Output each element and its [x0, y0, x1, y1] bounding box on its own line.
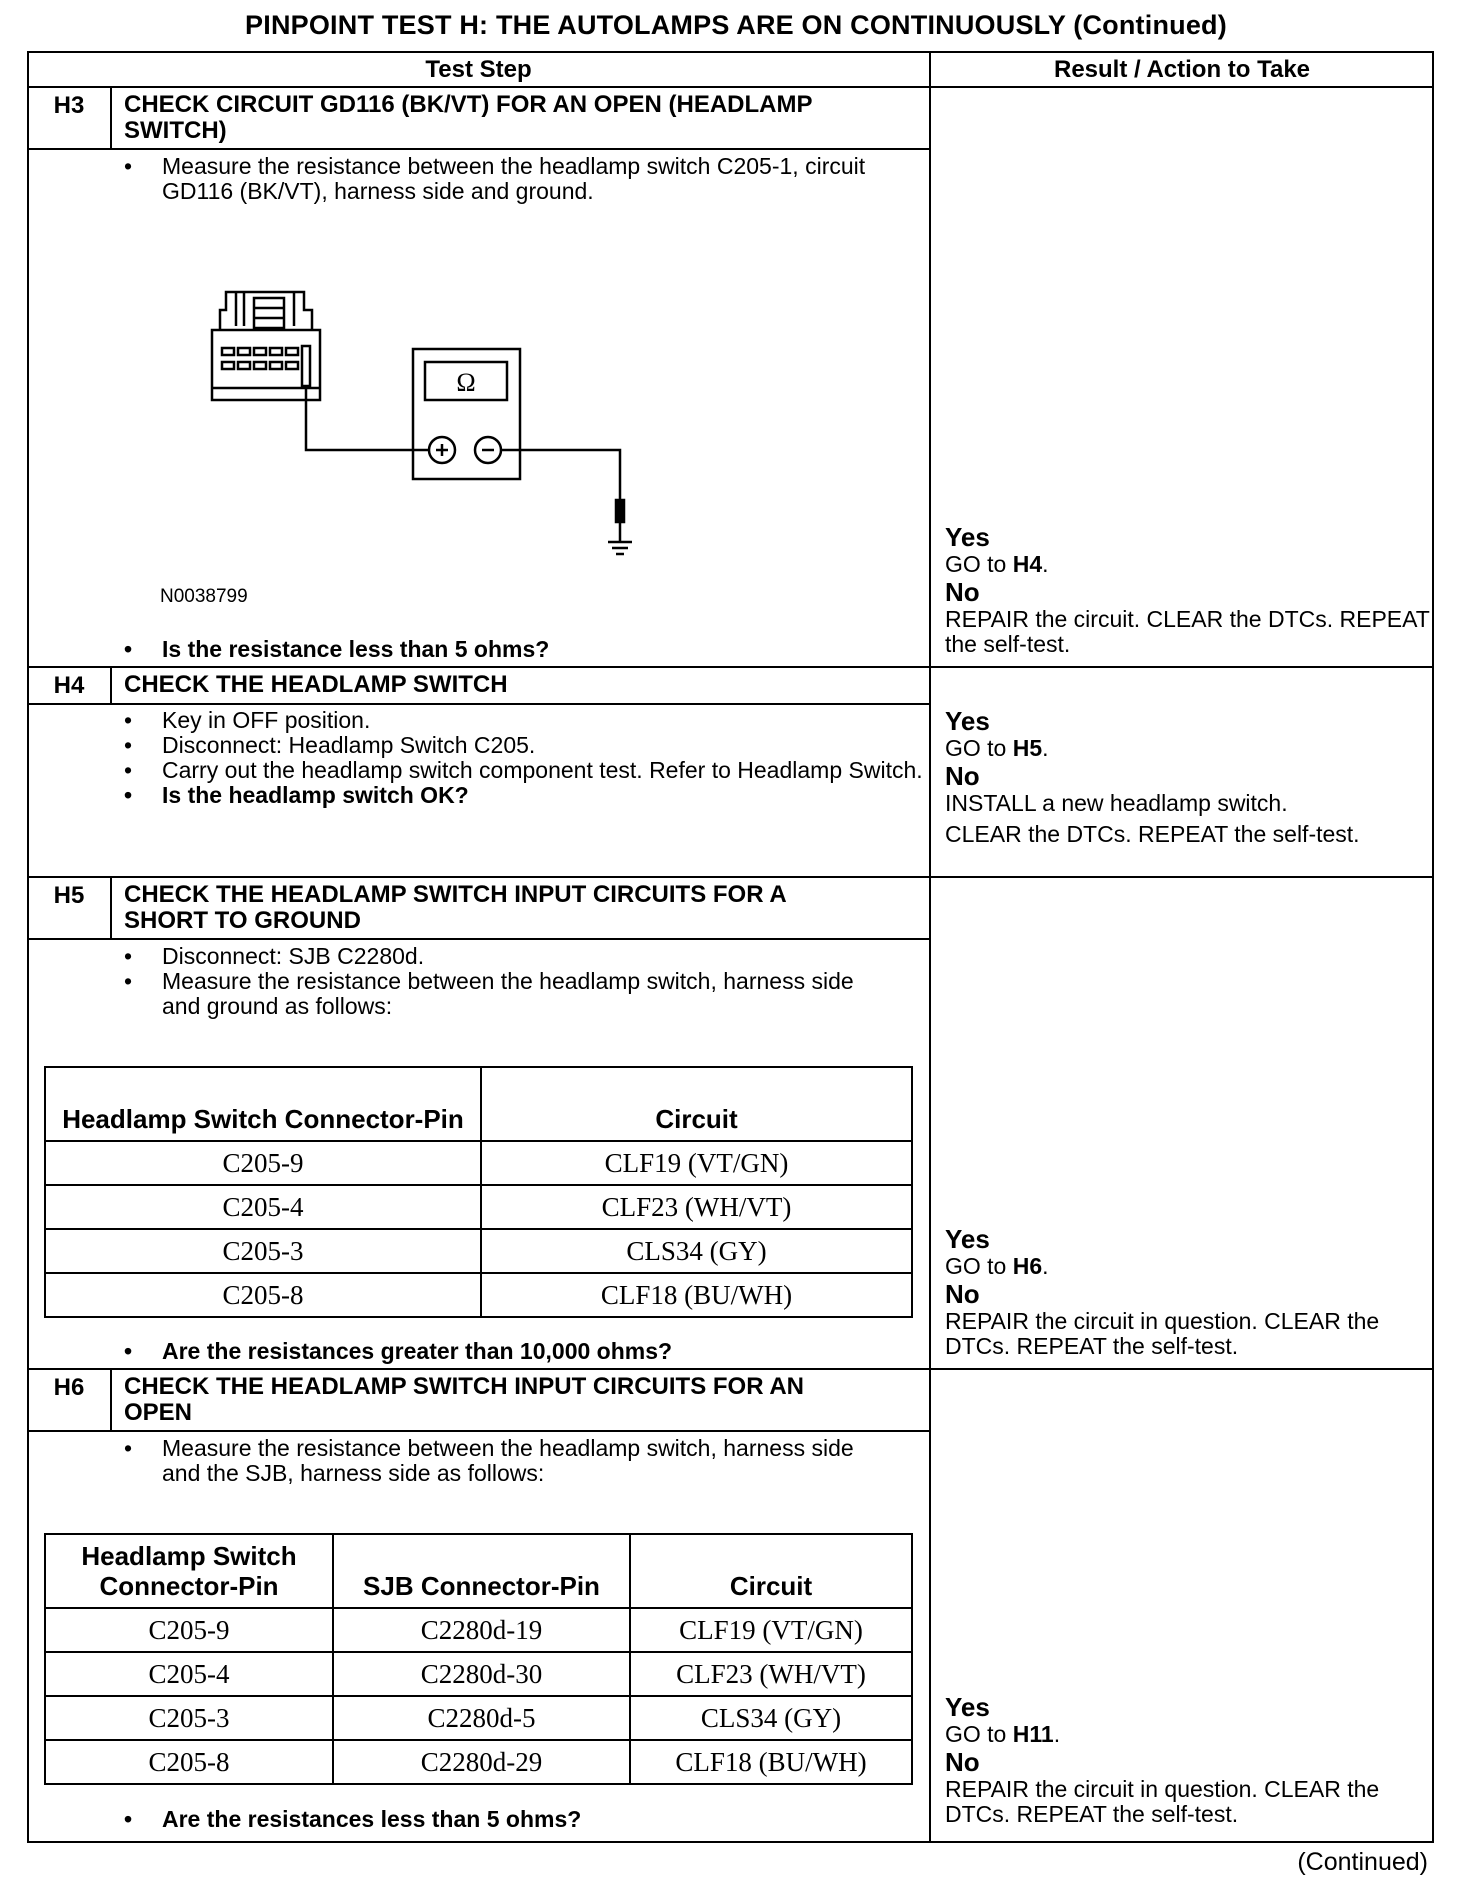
row-divider	[27, 703, 930, 705]
no-action-2: CLEAR the DTCs. REPEAT the self-test.	[945, 821, 1360, 847]
result-h5	[945, 1224, 1433, 1359]
no-action: REPAIR the circuit in question. CLEAR the DTCs. REPEAT the self-test.	[945, 1776, 1380, 1827]
step-bullets-h3	[124, 154, 884, 204]
column-header: Headlamp Switch Connector-Pin	[45, 1067, 481, 1141]
yes-action: GO to H5.	[945, 735, 1049, 761]
figure-id: N0038799	[160, 586, 248, 607]
row-divider	[27, 666, 1434, 668]
table-row: C205-8 CLF18 (BU/WH)	[45, 1273, 912, 1317]
column-header: SJB Connector-Pin	[333, 1534, 630, 1608]
pin-table-h6	[44, 1533, 913, 1785]
column-header: Circuit	[481, 1067, 912, 1141]
question-h4: • Is the headlamp switch OK?	[124, 783, 924, 808]
no-action-1: INSTALL a new headlamp switch.	[945, 790, 1288, 816]
yes-label: Yes	[945, 706, 990, 736]
result-h4	[945, 706, 1435, 847]
table-row: C205-9 C2280d-19 CLF19 (VT/GN)	[45, 1608, 912, 1652]
table-row: C205-4 CLF23 (WH/VT)	[45, 1185, 912, 1229]
step-id-h6: H6	[53, 1374, 85, 1401]
yes-action: GO to H11.	[945, 1721, 1061, 1747]
step-title-h4: CHECK THE HEADLAMP SWITCH	[124, 671, 508, 698]
step-id-h3: H3	[53, 92, 85, 119]
page-title: PINPOINT TEST H: THE AUTOLAMPS ARE ON CONTINUOUSLY (Continued)	[245, 10, 1227, 40]
question-h3: • Is the resistance less than 5 ohms?	[124, 637, 884, 662]
measurement-diagram	[200, 280, 700, 570]
bullet: • Measure the resistance between the headlamp switch, harness side and ground as follows:	[124, 969, 884, 1019]
result-h3	[945, 522, 1435, 657]
ground-icon	[608, 500, 632, 554]
table-row: C205-3 CLS34 (GY)	[45, 1229, 912, 1273]
step-id-h4: H4	[53, 672, 85, 699]
row-divider	[27, 876, 1434, 878]
row-divider	[27, 1368, 1434, 1370]
bullet: • Measure the resistance between the headlamp switch C205-1, circuit GD116 (BK/VT), harness side and ground.	[124, 154, 884, 204]
continued-note: (Continued)	[1297, 1848, 1428, 1876]
step-bullets-h4	[124, 708, 924, 808]
table-row: C205-3 C2280d-5 CLS34 (GY)	[45, 1696, 912, 1740]
no-label: No	[945, 761, 980, 791]
step-bullets-h5	[124, 944, 884, 1019]
step-bullets-h6	[124, 1436, 884, 1486]
step-title-h6: CHECK THE HEADLAMP SWITCH INPUT CIRCUITS FOR AN OPEN	[124, 1373, 804, 1426]
bullet: • Disconnect: SJB C2280d.	[124, 944, 884, 969]
no-label: No	[945, 1747, 980, 1777]
bullet: • Measure the resistance between the headlamp switch, harness side and the SJB, harness side as follows:	[124, 1436, 884, 1486]
column-header: Circuit	[630, 1534, 912, 1608]
yes-label: Yes	[945, 1224, 990, 1254]
connector-icon	[212, 292, 320, 400]
yes-label: Yes	[945, 1692, 990, 1722]
step-id-h5: H5	[53, 882, 85, 909]
table-row: C205-9 CLF19 (VT/GN)	[45, 1141, 912, 1185]
no-label: No	[945, 1279, 980, 1309]
no-action: REPAIR the circuit. CLEAR the DTCs. REPEAT the self-test.	[945, 606, 1430, 657]
step-title-h5: CHECK THE HEADLAMP SWITCH INPUT CIRCUITS FOR A SHORT TO GROUND	[124, 881, 786, 934]
header-test-step: Test Step	[425, 56, 532, 83]
table-row: C205-8 C2280d-29 CLF18 (BU/WH)	[45, 1740, 912, 1784]
no-label: No	[945, 577, 980, 607]
ohm-symbol: Ω	[456, 368, 476, 397]
yes-action: GO to H4.	[945, 551, 1049, 577]
bullet: • Disconnect: Headlamp Switch C205.	[124, 733, 924, 758]
yes-action: GO to H6.	[945, 1253, 1049, 1279]
column-header: Headlamp Switch Connector-Pin	[45, 1534, 333, 1608]
question-h5: • Are the resistances greater than 10,000 ohms?	[124, 1339, 884, 1364]
question-h6: • Are the resistances less than 5 ohms?	[124, 1807, 884, 1832]
yes-label: Yes	[945, 522, 990, 552]
table-row: C205-4 C2280d-30 CLF23 (WH/VT)	[45, 1652, 912, 1696]
row-divider	[27, 1430, 930, 1432]
result-h6	[945, 1692, 1433, 1827]
header-result: Result / Action to Take	[1053, 56, 1311, 83]
bullet: • Carry out the headlamp switch component test. Refer to Headlamp Switch.	[124, 758, 924, 783]
pin-table-h5	[44, 1066, 913, 1318]
column-divider	[929, 51, 931, 1843]
step-title-h3: CHECK CIRCUIT GD116 (BK/VT) FOR AN OPEN (HEADLAMP SWITCH)	[124, 91, 813, 144]
row-divider	[27, 148, 930, 150]
row-divider	[27, 938, 930, 940]
no-action: REPAIR the circuit in question. CLEAR the DTCs. REPEAT the self-test.	[945, 1308, 1380, 1359]
test-leads	[306, 386, 620, 500]
bullet: • Key in OFF position.	[124, 708, 924, 733]
